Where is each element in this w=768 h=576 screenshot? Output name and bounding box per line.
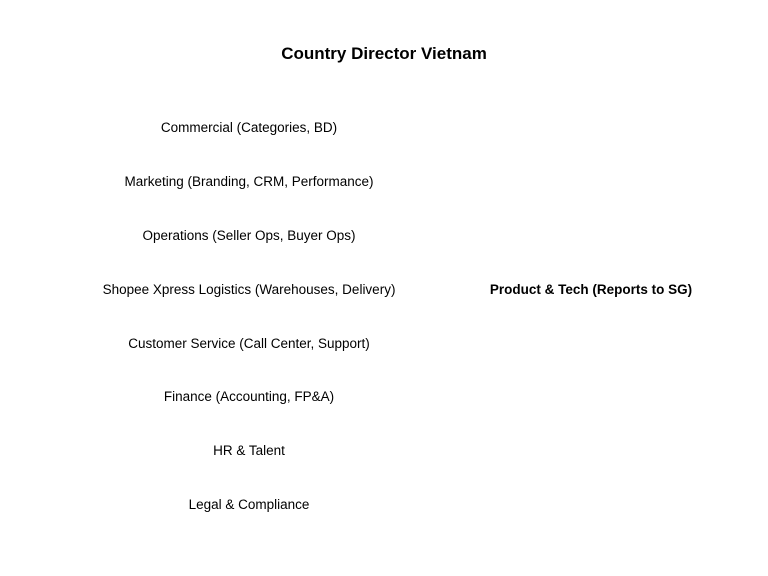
department-marketing: Marketing (Branding, CRM, Performance) xyxy=(124,174,374,189)
department-finance: Finance (Accounting, FP&A) xyxy=(163,389,335,404)
department-legal: Legal & Compliance xyxy=(188,497,310,512)
external-unit-product-tech: Product & Tech (Reports to SG) xyxy=(489,282,693,297)
department-hr: HR & Talent xyxy=(213,443,285,458)
department-customer-service: Customer Service (Call Center, Support) xyxy=(128,336,370,351)
department-operations: Operations (Seller Ops, Buyer Ops) xyxy=(142,228,356,243)
chart-title: Country Director Vietnam xyxy=(281,44,487,63)
department-commercial: Commercial (Categories, BD) xyxy=(160,120,338,135)
department-logistics: Shopee Xpress Logistics (Warehouses, Delivery) xyxy=(102,282,396,297)
